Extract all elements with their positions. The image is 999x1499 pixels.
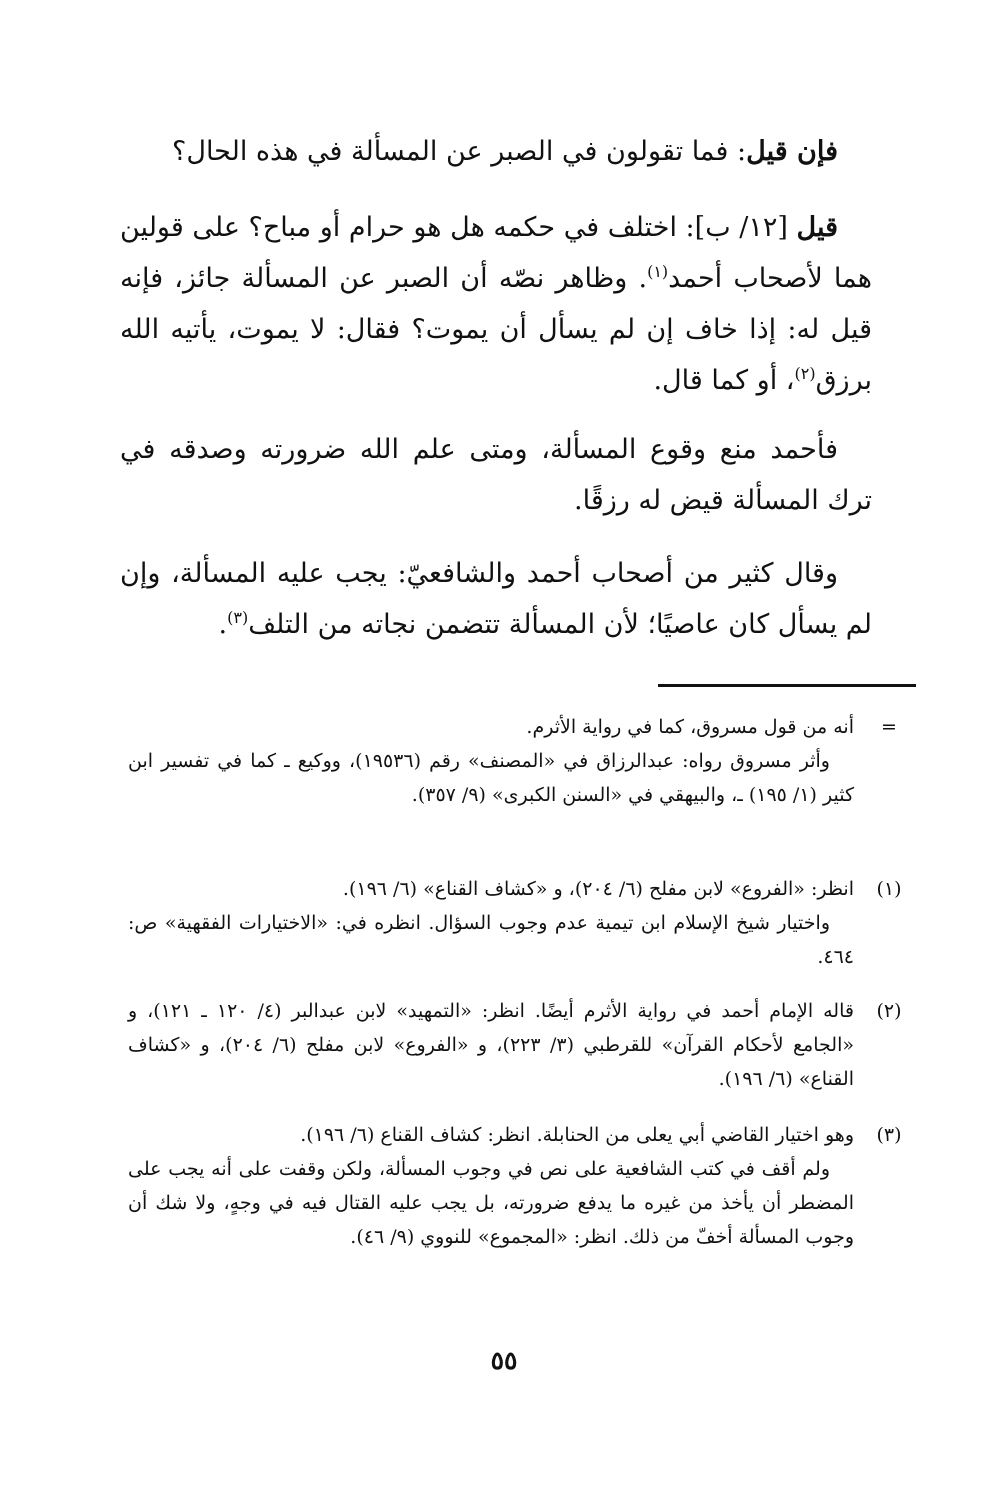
paragraph-text: : فما تقولون في الصبر عن المسألة في هذه الحال؟ xyxy=(172,136,747,167)
footnote-continuation xyxy=(128,710,916,812)
page-number: ٥٥ xyxy=(490,1346,518,1375)
main-text-block-3 xyxy=(120,424,872,526)
footnote-3 xyxy=(128,1118,916,1254)
footnote-ref-1[interactable]: (١) xyxy=(647,262,669,281)
footnote-line: ولم أقف في كتب الشافعية على نص في وجوب المسألة، ولكن وقفت على أنه يجب على المضطر أن يأخذ من غيره ما يدفع ضرورته، بل يجب عليه القتال فيه في وجهٍ، ولا شك أن وجوب المسألة أخفّ من ذلك. انظر: «المجموع» للنووي (٩/ ٤٦). xyxy=(128,1158,854,1248)
paragraph-text: [١٢/ ب]: اختلف في حكمه هل هو حرام أو مباح؟ على قولين هما لأصحاب أحمد xyxy=(120,212,872,294)
footnote-marker: (٣) xyxy=(876,1124,902,1146)
footnote-2 xyxy=(128,994,916,1096)
footnote-ref-2[interactable]: (٢) xyxy=(794,364,816,383)
paragraph-text: ، أو كما قال. xyxy=(653,365,795,396)
footnote-item xyxy=(128,994,916,1096)
footnote-line: وأثر مسروق رواه: عبدالرزاق في «المصنف» رقم (١٩٥٣٦)، ووكيع ـ كما في تفسير ابن كثير (١/ ١٩٥) ـ، والبيهقي في «السنن الكبرى» (٩/ ٣٥٧). xyxy=(128,750,854,806)
main-text-block-4 xyxy=(120,548,872,650)
main-text-block-1 xyxy=(120,126,872,177)
paragraph-lead: فإن قيل xyxy=(746,136,838,167)
footnote-1 xyxy=(128,872,916,974)
paragraph-text: . وظاهر نصّه أن الصبر عن المسألة جائز، فإنه قيل له: إذا خاف إن لم يسأل أن يموت؟ فقال: لا يموت، يأتيه الله برزق xyxy=(120,263,872,396)
footnote-item xyxy=(128,710,916,812)
paragraph-ahmad xyxy=(120,424,872,526)
footnote-line: قاله الإمام أحمد في رواية الأثرم أيضًا. انظر: «التمهيد» لابن عبدالبر (٤/ ١٢٠ ـ ١٢١)، و «الجامع لأحكام القرآن» للقرطبي (٣/ ٢٢٣)، و «الفروع» لابن مفلح (٦/ ٢٠٤)، و «كشاف القناع» (٦/ ١٩٦). xyxy=(128,1000,854,1090)
footnote-line: انظر: «الفروع» لابن مفلح (٦/ ٢٠٤)، و «كشاف القناع» (٦/ ١٩٦). xyxy=(342,878,854,900)
footnote-line: أنه من قول مسروق، كما في رواية الأثرم. xyxy=(526,716,854,738)
main-text-block-2 xyxy=(120,202,872,406)
footnote-marker: = xyxy=(881,716,897,738)
footnote-item xyxy=(128,872,916,974)
footnote-marker: (٢) xyxy=(876,1000,902,1022)
footnote-item xyxy=(128,1118,916,1254)
paragraph-text: . xyxy=(218,609,228,640)
paragraph-shafii xyxy=(120,548,872,650)
paragraph-lead: قيل xyxy=(796,212,839,243)
paragraph-text: وقال كثير من أصحاب أحمد والشافعيّ: يجب عليه المسألة، وإن لم يسأل كان عاصيًا؛ لأن المسألة تتضمن نجاته من التلف xyxy=(120,558,872,640)
paragraph-question xyxy=(120,126,872,177)
footnote-ref-3[interactable]: (٣) xyxy=(227,608,249,627)
paragraph-text: فأحمد منع وقوع المسألة، ومتى علم الله ضرورته وصدقه في ترك المسألة قيض له رزقًا. xyxy=(120,434,872,516)
footnote-line: واختيار شيخ الإسلام ابن تيمية عدم وجوب السؤال. انظره في: «الاختيارات الفقهية» ص: ٤٦٤. xyxy=(128,912,854,968)
footnote-separator xyxy=(658,684,916,687)
footnote-marker: (١) xyxy=(876,878,902,900)
paragraph-answer xyxy=(120,202,872,406)
footnote-line: وهو اختيار القاضي أبي يعلى من الحنابلة. انظر: كشاف القناع (٦/ ١٩٦). xyxy=(300,1124,854,1146)
